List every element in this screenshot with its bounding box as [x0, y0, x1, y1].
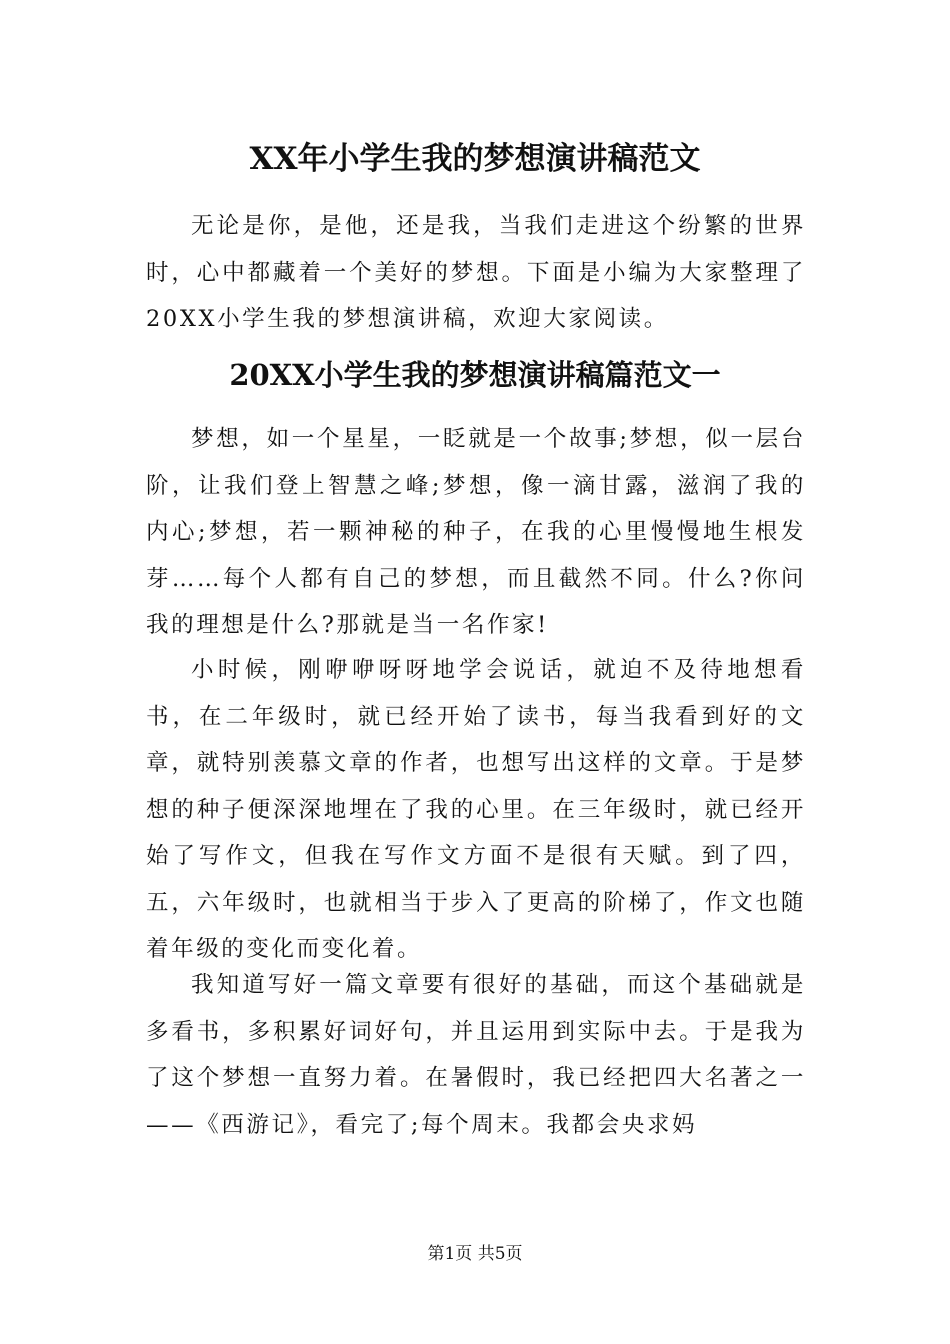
page-footer: 第1页 共5页 — [427, 1244, 523, 1264]
intro-paragraph: 无论是你，是他，还是我，当我们走进这个纷繁的世界时，心中都藏着一个美好的梦想。下面是小编为大家整理了20XX小学生我的梦想演讲稿，欢迎大家阅读。 — [146, 213, 806, 332]
section-title: 20XX小学生我的梦想演讲稿篇范文一 — [229, 358, 721, 392]
body-paragraph: 小时候，刚咿咿呀呀地学会说话，就迫不及待地想看书，在二年级时，就已经开始了读书，每当我看到好的文章，就特别羡慕文章的作者，也想写出这样的文章。于是梦想的种子便深深地埋在了我的心里。在三年级时，就已经开始了写作文，但我在写作文方面不是很有天赋。到了四，五，六年级时，也就相当于步入了更高的阶梯了，作文也随着年级的变化而变化着。 — [146, 657, 806, 962]
body-paragraph: 梦想，如一个星星，一眨就是一个故事;梦想，似一层台阶，让我们登上智慧之峰;梦想，像一滴甘露，滋润了我的内心;梦想，若一颗神秘的种子，在我的心里慢慢地生根发芽……每个人都有自己的梦想，而且截然不同。什么?你问我的理想是什么?那就是当一名作家! — [146, 426, 806, 638]
document-title: XX年小学生我的梦想演讲稿范文 — [249, 141, 701, 177]
body-paragraph: 我知道写好一篇文章要有很好的基础，而这个基础就是多看书，多积累好词好句，并且运用到实际中去。于是我为了这个梦想一直努力着。在暑假时，我已经把四大名著之一——《西游记》，看完了;每个周末。我都会央求妈 — [146, 972, 806, 1138]
